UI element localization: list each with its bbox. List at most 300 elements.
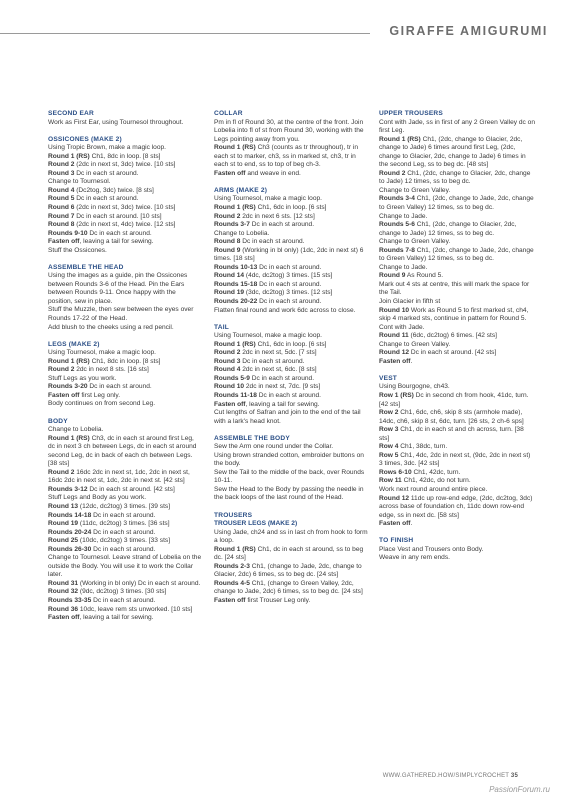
instruction-line bbox=[48, 144, 202, 153]
instruction-text: Stuff Legs as you work. bbox=[48, 374, 117, 382]
instruction-text: Cont with Jade. bbox=[379, 323, 425, 331]
instruction-line bbox=[214, 213, 368, 222]
instruction-step-label: Round 1 (RS) bbox=[379, 135, 421, 143]
instruction-line bbox=[48, 358, 202, 367]
instruction-line bbox=[214, 238, 368, 247]
instruction-text: Change to Jade. bbox=[379, 263, 428, 271]
section-heading: LEGS (MAKE 2) bbox=[48, 340, 100, 348]
instruction-step-label: Round 13 bbox=[48, 502, 79, 510]
instruction-text: (10dc, dc2tog) 3 times. [33 sts] bbox=[78, 537, 171, 545]
instruction-text: Dc in each st around. bbox=[256, 391, 322, 399]
instruction-text: Dc in each st around. [42 sts] bbox=[409, 349, 497, 357]
instruction-text: Stuff the Ossicones. bbox=[48, 246, 107, 254]
instruction-line bbox=[214, 289, 368, 298]
instruction-step-label: Rounds 3-4 bbox=[379, 195, 415, 203]
instruction-step-label: Round 2 bbox=[48, 161, 75, 169]
instruction-step-label: Fasten off bbox=[214, 169, 246, 177]
instruction-text: (2dc in next st, 3dc) twice. [10 sts] bbox=[74, 161, 176, 169]
instruction-text: Pm in fl of Round 30, at the centre of the front. Join Lobelia into fl of st from Round 30, working with the Legs pointing away from you. bbox=[214, 118, 364, 143]
instruction-step-label: Round 1 (RS) bbox=[214, 545, 256, 553]
instruction-line bbox=[379, 443, 535, 452]
instruction-step-label: Rounds 15-18 bbox=[214, 280, 258, 288]
instruction-text: Ch1, 42dc, do not turn. bbox=[401, 477, 471, 485]
instruction-step-label: Fasten off bbox=[48, 614, 80, 622]
instruction-step-label: Round 19 bbox=[214, 289, 245, 297]
instruction-line bbox=[379, 392, 535, 409]
column-2 bbox=[214, 110, 368, 614]
section-heading: OSSICONES (MAKE 2) bbox=[48, 135, 122, 143]
instruction-text: Dc in each st around. [42 sts] bbox=[87, 485, 175, 493]
instruction-step-label: Rounds 20-24 bbox=[48, 528, 92, 536]
instruction-text: Dc in each st around. bbox=[249, 221, 315, 229]
section-heading: TROUSERS bbox=[214, 511, 253, 519]
instruction-step-label: Rounds 4-5 bbox=[214, 579, 250, 587]
instruction-step-label: Round 5 bbox=[48, 195, 75, 203]
instruction-text: Dc in each st around. bbox=[257, 263, 322, 271]
instruction-text: Ch3 (counts as tr throughout), tr in each st to marker, ch3, ss in marked st, ch3, tr in each st to end, ss to top of beg ch-3. bbox=[214, 144, 359, 169]
instruction-text: , leaving a tail for sewing. bbox=[79, 614, 154, 622]
instruction-step-label: Round 4 bbox=[214, 366, 241, 374]
instruction-text: 11dc up row-end edge, (2dc, dc2tog, 3dc) across base of foundation ch, 11dc down row-end edge, ss in next dc. [58 sts] bbox=[379, 494, 533, 519]
instruction-step-label: Fasten off bbox=[48, 391, 80, 399]
instruction-text: Stuff Legs and Body as you work. bbox=[48, 494, 147, 502]
instruction-line bbox=[214, 272, 368, 281]
instruction-line bbox=[48, 195, 202, 204]
instruction-line bbox=[48, 324, 202, 333]
pattern-section bbox=[379, 537, 535, 563]
instruction-step-label: Round 7 bbox=[48, 212, 75, 220]
pattern-section bbox=[379, 375, 535, 529]
instruction-line bbox=[48, 238, 202, 247]
instruction-step-label: Round 6 bbox=[48, 203, 75, 211]
instruction-step-label: Fasten off bbox=[379, 357, 411, 365]
instruction-line bbox=[214, 144, 368, 170]
instruction-text: Dc in each st around. bbox=[91, 545, 156, 553]
instruction-line bbox=[214, 281, 368, 290]
instruction-line bbox=[48, 588, 202, 597]
instruction-text: . bbox=[410, 357, 413, 365]
instruction-line bbox=[379, 332, 535, 341]
instruction-text: Sew the Arm one round under the Collar. bbox=[214, 443, 334, 451]
section-heading: TAIL bbox=[214, 323, 229, 331]
instruction-line bbox=[48, 187, 202, 196]
instruction-line bbox=[48, 486, 202, 495]
instruction-line bbox=[48, 366, 202, 375]
page-footer bbox=[383, 773, 518, 779]
section-heading: UPPER TROUSERS bbox=[379, 110, 443, 117]
instruction-step-label: Round 8 bbox=[214, 238, 241, 246]
instruction-text: Dc in each st around. bbox=[87, 229, 152, 237]
instruction-step-label: Row 1 (RS) bbox=[379, 392, 414, 399]
instruction-line bbox=[379, 187, 535, 196]
instruction-line bbox=[214, 341, 368, 350]
instruction-step-label: Round 32 bbox=[48, 588, 79, 596]
instruction-text: Dc in each st around. bbox=[74, 169, 139, 177]
instruction-step-label: Round 3 bbox=[48, 169, 75, 177]
instruction-line bbox=[379, 324, 535, 333]
instruction-step-label: Round 1 (RS) bbox=[48, 152, 90, 160]
instruction-text: Ch1, 42dc, turn. bbox=[411, 468, 461, 476]
instruction-line bbox=[379, 213, 535, 222]
instruction-line bbox=[48, 494, 202, 503]
instruction-line bbox=[214, 221, 368, 230]
instruction-text: Ch1, dc in each st and ch across, turn. [38 sts] bbox=[379, 426, 524, 442]
instruction-line bbox=[214, 529, 368, 546]
instruction-text: Dc in each st around. bbox=[87, 383, 152, 391]
instruction-line bbox=[48, 426, 202, 435]
pattern-section bbox=[48, 418, 202, 623]
instruction-text: Dc in each st around. bbox=[91, 511, 156, 519]
instruction-line bbox=[48, 204, 202, 213]
instruction-step-label: Round 2 bbox=[214, 349, 241, 357]
instruction-line bbox=[214, 546, 368, 563]
instruction-text: Change to Tournesol. Leave strand of Lobelia on the outside the Body. You will use it to work the Collar later. bbox=[48, 554, 202, 579]
instruction-step-label: Round 1 (RS) bbox=[48, 357, 90, 365]
instruction-line bbox=[48, 383, 202, 392]
instruction-step-label: Rounds 3-20 bbox=[48, 383, 88, 391]
instruction-text: (2dc in next st, 3dc) twice. [10 sts] bbox=[74, 203, 176, 211]
instruction-line bbox=[379, 281, 535, 298]
instruction-text: 2dc in next 6 sts. [12 sts] bbox=[240, 212, 315, 220]
instruction-line bbox=[379, 546, 535, 555]
instruction-text: Dc in each st around. bbox=[257, 280, 322, 288]
instruction-step-label: Round 25 bbox=[48, 537, 79, 545]
instruction-text: Cut lengths of Safran and join to the end of the tail with a lark's head knot. bbox=[214, 409, 361, 425]
instruction-step-label: Round 12 bbox=[379, 494, 410, 502]
instruction-step-label: Round 14 bbox=[214, 272, 245, 280]
instruction-text: Using Tropic Brown, make a magic loop. bbox=[48, 144, 167, 152]
instruction-line bbox=[48, 392, 202, 401]
instruction-text: 10dc, leave rem sts unworked. [10 sts] bbox=[78, 605, 193, 613]
instruction-line bbox=[48, 306, 202, 323]
instruction-text: first Leg only. bbox=[79, 391, 121, 399]
instruction-line bbox=[48, 435, 202, 469]
instruction-text: (Working in bl only) (1dc, 2dc in next st) 6 times. [18 sts] bbox=[214, 246, 364, 263]
instruction-text: . bbox=[410, 520, 413, 528]
pattern-section bbox=[379, 110, 535, 366]
instruction-line bbox=[214, 204, 368, 213]
instruction-text: Change to Green Valley. bbox=[379, 186, 451, 194]
instruction-text: Dc in each st around. bbox=[240, 238, 305, 246]
instruction-line bbox=[214, 230, 368, 239]
instruction-line bbox=[48, 230, 202, 239]
instruction-line bbox=[48, 520, 202, 529]
instruction-line bbox=[379, 170, 535, 187]
instruction-line bbox=[48, 178, 202, 187]
instruction-line bbox=[48, 221, 202, 230]
instruction-line bbox=[48, 503, 202, 512]
instruction-text: and weave in end. bbox=[245, 169, 301, 177]
instruction-text: Place Vest and Trousers onto Body. bbox=[379, 545, 484, 553]
instruction-line bbox=[379, 358, 535, 367]
instruction-step-label: Round 11 bbox=[379, 332, 409, 340]
instruction-text: (2dc in next st, 4dc) twice. [12 sts] bbox=[74, 221, 176, 229]
instruction-line bbox=[214, 597, 368, 606]
instruction-text: Ch1, (2dc, change to Glacier, 2dc, change to Jade) 6 times around first Leg, (2dc, change to Glacier, 2dc, change to Jade) 6 times in the second Leg, ss to beg dc. [48 sts] bbox=[379, 135, 526, 169]
instruction-line bbox=[48, 119, 202, 128]
instruction-line bbox=[48, 349, 202, 358]
instruction-text: Weave in any rem ends. bbox=[379, 554, 450, 562]
instruction-line bbox=[214, 366, 368, 375]
instruction-text: Body continues on from second Leg. bbox=[48, 400, 156, 408]
instruction-step-label: Fasten off bbox=[214, 596, 246, 604]
instruction-line bbox=[214, 170, 368, 179]
instruction-line bbox=[214, 452, 368, 469]
instruction-line bbox=[214, 469, 368, 486]
instruction-text: 2dc in next st, 6dc. [8 sts] bbox=[240, 366, 317, 374]
instruction-text: Work as First Ear, using Tournesol throughout. bbox=[48, 118, 184, 126]
instruction-line bbox=[214, 563, 368, 580]
pattern-section bbox=[214, 512, 368, 606]
instruction-line bbox=[214, 375, 368, 384]
instruction-step-label: Round 4 bbox=[48, 186, 75, 194]
instruction-step-label: Row 3 bbox=[379, 426, 399, 434]
instruction-step-label: Round 10 bbox=[379, 306, 410, 314]
instruction-text: Using Tournesol, make a magic loop. bbox=[214, 195, 322, 203]
instruction-text: 16dc 2dc in next st, 1dc, 2dc in next st, 16dc 2dc in next st, 1dc, 2dc in next st. [42 sts] bbox=[48, 468, 190, 485]
instruction-text: Using Jade, ch24 and ss in last ch from hook to form a loop. bbox=[214, 528, 368, 545]
instruction-line bbox=[379, 495, 535, 521]
instruction-line bbox=[48, 529, 202, 538]
instruction-line bbox=[379, 238, 535, 247]
instruction-step-label: Round 2 bbox=[48, 366, 75, 374]
instruction-text: (3dc, dc2tog) 3 times. [12 sts] bbox=[244, 289, 333, 297]
section-subheading: TROUSER LEGS (MAKE 2) bbox=[214, 520, 298, 528]
instruction-line bbox=[214, 486, 368, 503]
instruction-line bbox=[379, 272, 535, 281]
instruction-step-label: Rounds 26-30 bbox=[48, 545, 92, 553]
instruction-step-label: Round 2 bbox=[214, 212, 241, 220]
instruction-line bbox=[214, 409, 368, 426]
instruction-line bbox=[48, 597, 202, 606]
instruction-line bbox=[214, 119, 368, 145]
instruction-step-label: Round 1 (RS) bbox=[214, 203, 256, 211]
instruction-step-label: Round 31 bbox=[48, 579, 79, 587]
instruction-text: Work as Round 5 to first marked st, ch4, skip 4 marked sts, continue in pattern for Round 5. bbox=[379, 306, 529, 323]
instruction-text: 2dc in next 8 sts. [16 sts] bbox=[74, 366, 149, 374]
instruction-line bbox=[379, 195, 535, 212]
instruction-step-label: Rounds 9-10 bbox=[48, 229, 88, 237]
header-rule bbox=[0, 33, 370, 34]
instruction-text: Ch1, (2dc, change to Glacier, 2dc, change to Jade) 12 times, ss to beg dc. bbox=[379, 221, 517, 237]
instruction-text: Ch1, 8dc in loop. [8 sts] bbox=[89, 152, 161, 160]
instruction-step-label: Row 11 bbox=[379, 477, 402, 485]
instruction-text: Dc in second ch from hook, 41dc, turn. [42 sts] bbox=[379, 392, 529, 408]
instruction-line bbox=[48, 554, 202, 580]
instruction-text: Dc in each st around. bbox=[74, 195, 139, 203]
instruction-step-label: Rounds 5-9 bbox=[214, 374, 250, 382]
instruction-line bbox=[379, 426, 535, 443]
instruction-line bbox=[379, 221, 535, 238]
instruction-line bbox=[379, 469, 535, 478]
instruction-line bbox=[214, 247, 368, 264]
instruction-line bbox=[48, 170, 202, 179]
footer-url: WWW.GATHERED.HOW/SIMPLYCROCHET bbox=[382, 773, 510, 779]
instruction-line bbox=[379, 341, 535, 350]
instruction-step-label: Fasten off bbox=[214, 400, 246, 408]
instruction-step-label: Round 9 bbox=[379, 272, 406, 280]
instruction-step-label: Fasten off bbox=[48, 238, 80, 246]
section-heading: TO FINISH bbox=[379, 537, 414, 545]
instruction-step-label: Row 5 bbox=[379, 451, 399, 459]
instruction-text: 2dc in next st, 7dc. [9 sts] bbox=[244, 383, 321, 391]
instruction-step-label: Round 9 bbox=[214, 246, 241, 254]
instruction-text: Ch1, (2dc, change to Jade, 2dc, change to Green Valley) 12 times, ss to beg dc. bbox=[379, 195, 534, 212]
instruction-line bbox=[214, 580, 368, 597]
instruction-step-label: Rounds 3-7 bbox=[214, 221, 250, 229]
instruction-line bbox=[214, 383, 368, 392]
instruction-text: Using brown stranded cotton, embroider buttons on the body. bbox=[214, 451, 364, 468]
instruction-line bbox=[48, 546, 202, 555]
instruction-step-label: Rows 6-10 bbox=[379, 468, 412, 476]
instruction-text: Dc in each st around. bbox=[240, 357, 305, 365]
instruction-line bbox=[214, 195, 368, 204]
pattern-section bbox=[214, 110, 368, 178]
instruction-step-label: Rounds 2-3 bbox=[214, 562, 250, 570]
instruction-text: Ch1, 8dc in loop. [8 sts] bbox=[89, 357, 161, 365]
instruction-text: first Trouser Leg only. bbox=[245, 596, 311, 604]
instruction-step-label: Rounds 5-6 bbox=[379, 221, 415, 229]
instruction-text: Ch1, (2dc, change to Jade, 2dc, change to Green Valley) 12 times, ss to beg dc. bbox=[379, 246, 534, 263]
instruction-text: (12dc, dc2tog) 3 times. [39 sts] bbox=[78, 502, 171, 510]
instruction-step-label: Rounds 3-12 bbox=[48, 485, 88, 493]
instruction-line bbox=[214, 358, 368, 367]
instruction-text: Change to Green Valley. bbox=[379, 340, 451, 348]
instruction-text: Dc in each st around. bbox=[91, 528, 156, 536]
instruction-line bbox=[48, 161, 202, 170]
instruction-line bbox=[379, 486, 535, 495]
page-number: 35 bbox=[510, 773, 518, 779]
instruction-line bbox=[379, 520, 535, 529]
instruction-step-label: Rounds 33-35 bbox=[48, 596, 92, 604]
instruction-step-label: Round 8 bbox=[48, 221, 75, 229]
instruction-line bbox=[48, 153, 202, 162]
instruction-step-label: Round 19 bbox=[48, 520, 79, 528]
section-heading: ASSEMBLE THE BODY bbox=[214, 434, 290, 442]
instruction-line bbox=[214, 401, 368, 410]
instruction-step-label: Round 1 (RS) bbox=[214, 340, 256, 348]
instruction-step-label: Round 3 bbox=[214, 357, 241, 365]
instruction-line bbox=[48, 247, 202, 256]
instruction-step-label: Round 1 (RS) bbox=[48, 434, 90, 442]
instruction-text: Ch1, 6dc, ch6, skip 8 sts (armhole made), 14dc, ch6, skip 8 st, 6dc, turn. [26 sts, 2 ch-6 sps] bbox=[379, 409, 524, 425]
instruction-text: Ch1, 6dc in loop. [6 sts] bbox=[255, 340, 327, 348]
instruction-text: Ch1, (change to Green Valley, 2dc, change to Jade, 2dc) 6 times, ss to beg dc. [24 sts] bbox=[214, 579, 363, 596]
instruction-line bbox=[379, 349, 535, 358]
instruction-line bbox=[379, 247, 535, 264]
instruction-line bbox=[48, 213, 202, 222]
instruction-text: Ch1, (2dc, change to Glacier, 2dc, change to Jade) 12 times, ss to beg dc. bbox=[379, 169, 531, 186]
instruction-line bbox=[379, 136, 535, 170]
column-1 bbox=[48, 110, 202, 631]
instruction-text: Cont with Jade, ss in first of any 2 Green Valley dc on first Leg. bbox=[379, 118, 536, 135]
instruction-line bbox=[48, 400, 202, 409]
instruction-step-label: Round 2 bbox=[379, 169, 406, 177]
instruction-text: Change to Green Valley. bbox=[379, 238, 451, 246]
instruction-text: Ch3, dc in each st around first Leg, dc in next 3 ch between Legs, dc in each st around second Leg, dc in back of each ch between Legs. [38 sts] bbox=[48, 434, 197, 468]
section-heading: SECOND EAR bbox=[48, 110, 94, 117]
instruction-step-label: Rounds 20-22 bbox=[214, 297, 258, 305]
instruction-step-label: Rounds 11-18 bbox=[214, 391, 257, 399]
instruction-line bbox=[214, 392, 368, 401]
instruction-text: Join Glacier in fifth st bbox=[379, 298, 441, 306]
instruction-line bbox=[48, 614, 202, 623]
instruction-text: (11dc, dc2tog) 3 times. [36 sts] bbox=[78, 520, 170, 528]
pattern-section bbox=[48, 264, 202, 332]
instruction-step-label: Row 4 bbox=[379, 443, 399, 451]
instruction-line bbox=[48, 606, 202, 615]
instruction-line bbox=[48, 469, 202, 486]
instruction-text: 2dc in next st, 5dc. [7 sts] bbox=[240, 349, 317, 357]
section-heading: COLLAR bbox=[214, 110, 243, 117]
instruction-text: (9dc, dc2tog) 3 times. [30 sts] bbox=[78, 588, 167, 596]
instruction-text: , leaving a tail for sewing. bbox=[79, 238, 154, 246]
instruction-text: Add blush to the cheeks using a red pencil. bbox=[48, 323, 174, 331]
instruction-text: Ch1, (change to Jade, 2dc, change to Glacier, 2dc) 6 times, ss to beg dc. [24 sts] bbox=[214, 562, 362, 579]
instruction-line bbox=[48, 537, 202, 546]
pattern-section bbox=[214, 435, 368, 503]
instruction-line bbox=[214, 264, 368, 273]
instruction-line bbox=[48, 375, 202, 384]
instruction-step-label: Round 2 bbox=[48, 468, 75, 476]
instruction-text: Using Bourgogne, ch43. bbox=[379, 383, 450, 391]
instruction-text: Ch1, 4dc, 2dc in next st, (9dc, 2dc in next st) 3 times, 3dc. [42 sts] bbox=[379, 451, 531, 468]
instruction-step-label: Fasten off bbox=[379, 520, 411, 528]
pattern-section bbox=[48, 136, 202, 256]
instruction-step-label: Round 12 bbox=[379, 349, 410, 357]
pattern-section bbox=[48, 110, 202, 127]
page-title: GIRAFFE AMIGURUMI bbox=[389, 24, 548, 38]
instruction-text: Flatten final round and work 6dc across to close. bbox=[214, 306, 356, 314]
instruction-text: Dc in each st around. bbox=[257, 297, 322, 305]
instruction-text: Change to Lobelia. bbox=[214, 229, 270, 237]
column-3 bbox=[379, 110, 535, 571]
instruction-line bbox=[214, 332, 368, 341]
instruction-text: Sew the Tail to the middle of the back, over Rounds 10-11. bbox=[214, 468, 365, 485]
instruction-step-label: Row 2 bbox=[379, 409, 399, 417]
pattern-section bbox=[214, 324, 368, 427]
instruction-line bbox=[48, 512, 202, 521]
pattern-section bbox=[214, 187, 368, 315]
instruction-text: Change to Jade. bbox=[379, 212, 428, 220]
instruction-text: Ch1, dc in each st around, ss to beg dc. [24 sts] bbox=[214, 545, 364, 562]
instruction-line bbox=[48, 580, 202, 589]
instruction-text: Sew the Head to the Body by passing the needle in the back loops of the last round of the Head. bbox=[214, 485, 364, 502]
pattern-section bbox=[48, 341, 202, 409]
instruction-text: Change to Lobelia. bbox=[48, 426, 104, 434]
instruction-line bbox=[379, 409, 535, 426]
instruction-text: Ch1, 38dc, turn. bbox=[398, 443, 448, 451]
section-heading: ASSEMBLE THE HEAD bbox=[48, 263, 124, 271]
instruction-line bbox=[214, 443, 368, 452]
instruction-text: Using Tournesol, make a magic loop. bbox=[48, 349, 156, 357]
instruction-text: Work next round around entire piece. bbox=[379, 486, 488, 494]
section-heading: VEST bbox=[379, 374, 398, 382]
instruction-text: Dc in each st around. bbox=[249, 374, 315, 382]
instruction-text: Dc in each st around. [10 sts] bbox=[74, 212, 162, 220]
instruction-step-label: Round 36 bbox=[48, 605, 79, 613]
instruction-text: Stuff the Muzzle, then sew between the eyes over Rounds 17-22 of the Head. bbox=[48, 306, 194, 323]
section-heading: ARMS (MAKE 2) bbox=[214, 186, 268, 194]
instruction-step-label: Round 10 bbox=[214, 383, 245, 391]
instruction-text: Using Tournesol, make a magic loop. bbox=[214, 332, 322, 340]
instruction-line bbox=[379, 452, 535, 469]
instruction-line bbox=[214, 307, 368, 316]
instruction-text: (Dc2tog, 3dc) twice. [8 sts] bbox=[74, 186, 154, 194]
instruction-line bbox=[379, 264, 535, 273]
instruction-text: (6dc, dc2tog) 6 times. [42 sts] bbox=[408, 332, 498, 340]
instruction-line bbox=[379, 554, 535, 563]
